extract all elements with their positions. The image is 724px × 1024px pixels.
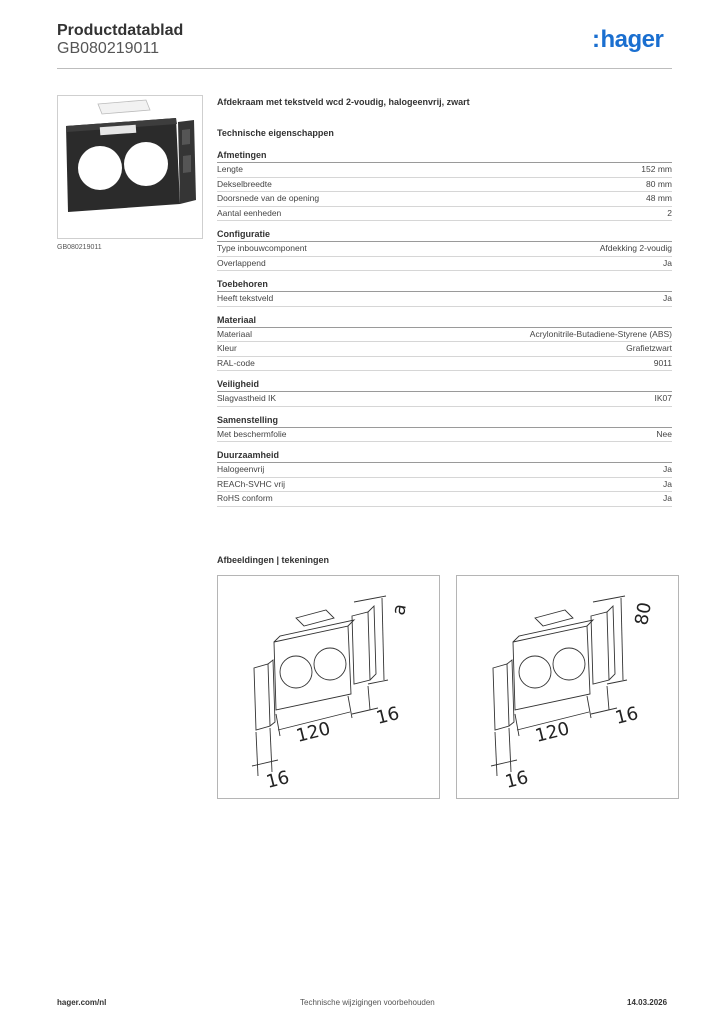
header-divider xyxy=(57,68,672,69)
product-photo-icon xyxy=(58,96,202,238)
spec-value: Ja xyxy=(663,293,672,303)
spec-row xyxy=(217,207,672,222)
spec-group-title: Toebehoren xyxy=(217,279,672,292)
spec-row xyxy=(217,492,672,507)
spec-value: Acrylonitrile-Butadiene-Styrene (ABS) xyxy=(529,328,672,339)
spec-group xyxy=(217,379,672,407)
spec-label: Slagvastheid IK xyxy=(217,393,277,403)
spec-value: 2 xyxy=(667,207,672,218)
spec-value: 9011 xyxy=(653,357,672,368)
spec-label: REACh-SVHC vrij xyxy=(217,478,286,489)
spec-value: Nee xyxy=(656,428,672,439)
spec-row xyxy=(217,392,672,407)
spec-row xyxy=(217,163,672,178)
drawings-title: Afbeeldingen | tekeningen xyxy=(217,555,330,565)
page-title: Productdatablad xyxy=(57,22,184,39)
spec-label: Overlappend xyxy=(217,257,266,268)
spec-value: 80 mm xyxy=(646,178,672,189)
spec-row xyxy=(217,328,672,343)
spec-group-title: Veiligheid xyxy=(217,379,672,392)
spec-row xyxy=(217,342,672,357)
spec-group xyxy=(217,315,672,372)
spec-group xyxy=(217,450,672,507)
tech-properties-title: Technische eigenschappen xyxy=(217,128,334,138)
spec-label: Type inbouwcomponent xyxy=(217,243,307,253)
spec-row xyxy=(217,242,672,257)
footer-website-link[interactable]: hager.com/nl xyxy=(57,998,107,1007)
specifications xyxy=(217,97,672,515)
spec-label: Materiaal xyxy=(217,328,252,339)
spec-row xyxy=(217,428,672,443)
spec-value: Grafietzwart xyxy=(626,343,672,353)
spec-label: Met beschermfolie xyxy=(217,428,287,439)
spec-value: Ja xyxy=(663,257,672,268)
spec-value: Ja xyxy=(663,478,672,489)
footer-notice: Technische wijzigingen voorbehouden xyxy=(300,998,435,1007)
spec-row xyxy=(217,357,672,372)
product-description: Afdekraam met tekstveld wcd 2-voudig, halogeenvrij, zwart xyxy=(217,97,470,107)
spec-value: IK07 xyxy=(654,393,672,403)
spec-value: Ja xyxy=(663,464,672,474)
spec-label: Doorsnede van de opening xyxy=(217,193,320,203)
dim-depth-label: 16 xyxy=(374,702,402,729)
spec-group-title: Configuratie xyxy=(217,229,672,242)
spec-value: Afdekking 2-voudig xyxy=(599,243,672,253)
spec-group xyxy=(217,150,672,221)
spec-value: 48 mm xyxy=(646,193,672,203)
spec-label: RoHS conform xyxy=(217,493,273,503)
spec-group-title: Samenstelling xyxy=(217,415,672,428)
dim-height-label: 80 xyxy=(631,600,656,627)
dim-side-label: 16 xyxy=(503,766,531,793)
spec-group-title: Afmetingen xyxy=(217,150,672,163)
spec-label: Heeft tekstveld xyxy=(217,293,274,303)
spec-row xyxy=(217,478,672,493)
dim-height-label: a xyxy=(388,602,411,617)
dim-width-label: 120 xyxy=(533,718,572,747)
dim-depth-label: 16 xyxy=(613,702,641,729)
spec-group xyxy=(217,415,672,443)
spec-label: Dekselbreedte xyxy=(217,178,272,189)
spec-groups xyxy=(217,150,672,507)
drawing-right xyxy=(456,575,679,799)
image-caption: GB080219011 xyxy=(57,244,102,251)
logo-colon-icon: : xyxy=(592,26,600,53)
hager-logo[interactable] xyxy=(592,26,663,54)
product-image xyxy=(57,95,203,239)
spec-label: Lengte xyxy=(217,164,243,174)
spec-group-title: Materiaal xyxy=(217,315,672,328)
dim-side-label: 16 xyxy=(264,766,292,793)
logo-text: hager xyxy=(600,26,664,53)
spec-group-title: Duurzaamheid xyxy=(217,450,672,463)
spec-group xyxy=(217,229,672,271)
spec-value: 152 mm xyxy=(641,164,672,174)
dim-width-label: 120 xyxy=(294,718,333,747)
dimension-drawing-icon xyxy=(218,576,439,798)
product-code: GB080219011 xyxy=(57,40,160,57)
spec-row xyxy=(217,292,672,307)
footer-date: 14.03.2026 xyxy=(627,998,668,1007)
spec-group xyxy=(217,279,672,307)
spec-value: Ja xyxy=(663,493,672,503)
spec-label: Kleur xyxy=(217,343,237,353)
dimension-drawing-icon xyxy=(457,576,678,798)
drawing-left xyxy=(217,575,440,799)
spec-row xyxy=(217,192,672,207)
spec-label: RAL-code xyxy=(217,357,255,368)
spec-row xyxy=(217,257,672,272)
spec-row xyxy=(217,178,672,193)
spec-label: Halogeenvrij xyxy=(217,464,265,474)
spec-row xyxy=(217,463,672,478)
spec-label: Aantal eenheden xyxy=(217,207,282,218)
